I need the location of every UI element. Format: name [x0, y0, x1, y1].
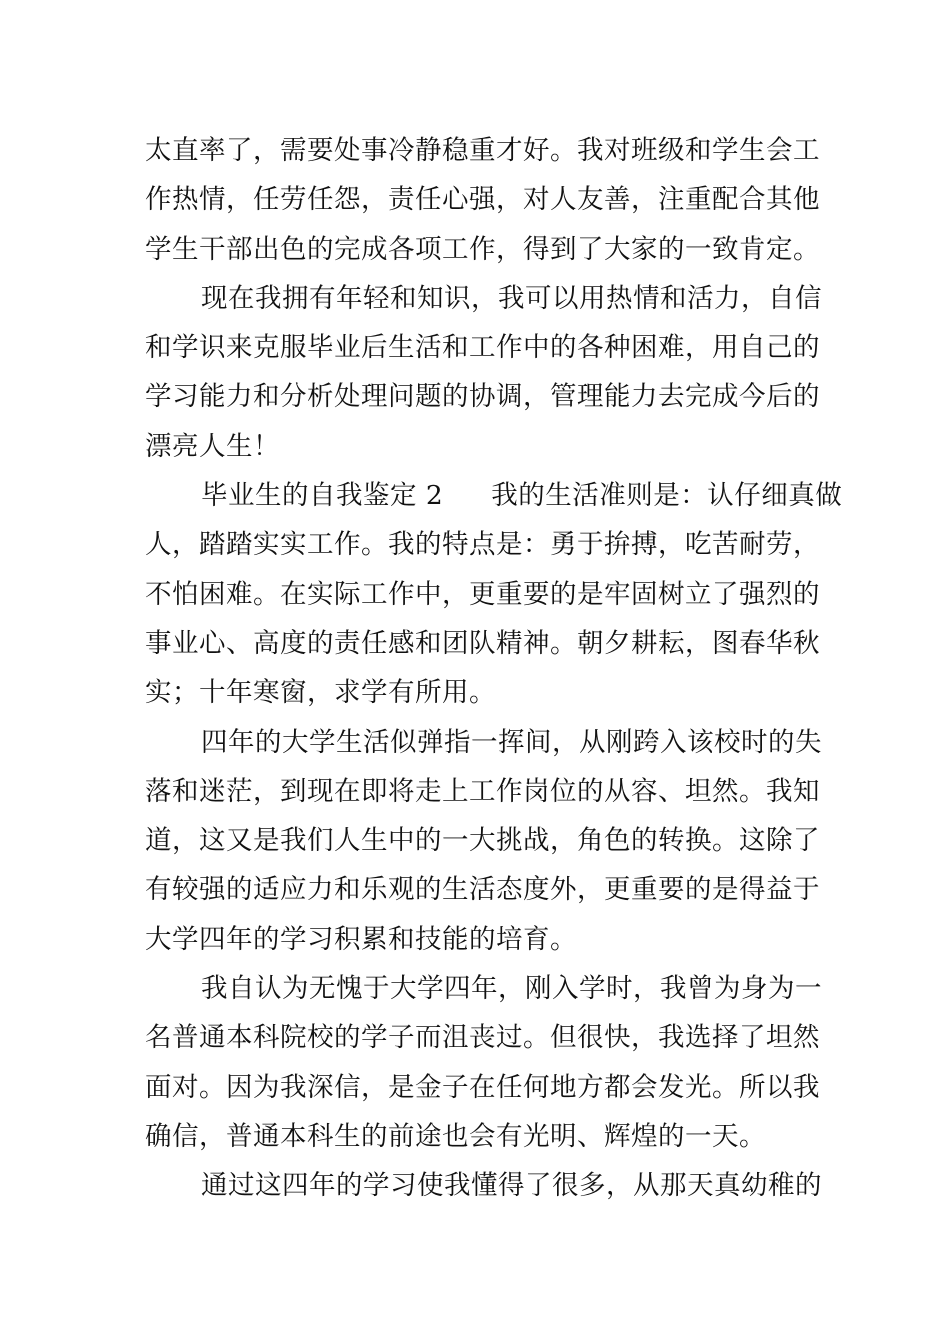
- text-line: 人，踏踏实实工作。我的特点是：勇于拚搏，吃苦耐劳，: [145, 529, 820, 561]
- text-line: 实；十年寒窗，求学有所用。: [145, 677, 496, 709]
- text-line: 确信，普通本科生的前途也会有光明、辉煌的一天。: [145, 1120, 766, 1152]
- text-line: 通过这四年的学习使我懂得了很多，从那天真幼稚的: [201, 1170, 822, 1202]
- text-line: 有较强的适应力和乐观的生活态度外，更重要的是得益于: [145, 874, 820, 906]
- text-line: 我的生活准则是：认仔细真做: [491, 480, 843, 512]
- text-line: 四年的大学生活似弹指一挥间，从刚跨入该校时的失: [201, 726, 822, 758]
- text-line: 学习能力和分析处理问题的协调，管理能力去完成今后的: [145, 381, 820, 413]
- text-line: 落和迷茫，到现在即将走上工作岗位的从容、坦然。我知: [145, 775, 820, 807]
- text-line: 太直率了，需要处事冷静稳重才好。我对班级和学生会工: [145, 135, 820, 166]
- text-line: 我自认为无愧于大学四年，刚入学时，我曾为身为一: [201, 973, 822, 1005]
- document-body: [145, 126, 843, 1211]
- text-line: 大学四年的学习积累和技能的培育。: [145, 923, 577, 955]
- section-heading-line: [145, 471, 843, 520]
- text-line: 漂亮人生！: [145, 430, 280, 462]
- section-heading: 毕业生的自我鉴定 2: [201, 480, 444, 512]
- text-line: 不怕困难。在实际工作中，更重要的是牢固树立了强烈的: [145, 578, 820, 610]
- text-line: 和学识来克服毕业后生活和工作中的各种困难，用自己的: [145, 332, 820, 364]
- text-line: 道，这又是我们人生中的一大挑战，角色的转换。这除了: [145, 825, 820, 857]
- text-line: 事业心、高度的责任感和团队精神。朝夕耕耘，图春华秋: [145, 627, 820, 659]
- text-line: 现在我拥有年轻和知识，我可以用热情和活力，自信: [201, 282, 822, 314]
- text-line: 学生干部出色的完成各项工作，得到了大家的一致肯定。: [145, 233, 820, 265]
- text-line: 面对。因为我深信，是金子在任何地方都会发光。所以我: [145, 1071, 820, 1103]
- text-line: 名普通本科院校的学子而沮丧过。但很快，我选择了坦然: [145, 1022, 820, 1054]
- text-line: 作热情，任劳任怨，责任心强，对人友善，注重配合其他: [145, 184, 820, 216]
